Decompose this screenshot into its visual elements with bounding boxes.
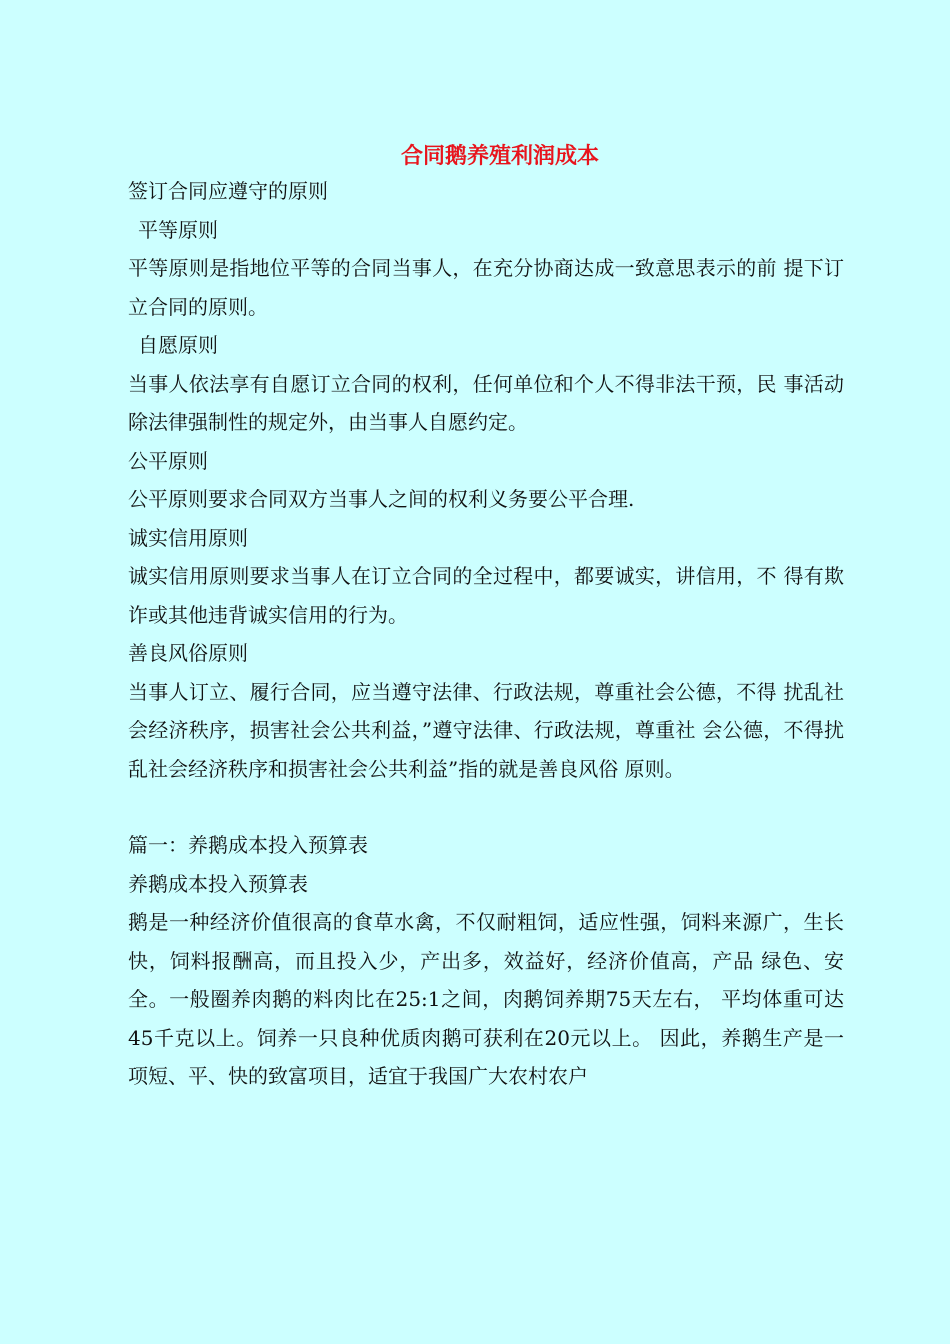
document-title: 合同鹅养殖利润成本 [400,144,599,169]
document-body [128,172,844,1096]
heading-equality-principle: 平等原则 [138,217,218,242]
paragraph-equality-principle: 平等原则是指地位平等的合同当事人，在充分协商达成一致意思表示的前 提下订立合同的原则。 [128,256,844,319]
paragraph-fairness-principle: 公平原则要求合同双方当事人之间的权利义务要公平合理. [128,487,635,511]
heading-fairness-principle: 公平原则 [128,448,208,473]
paragraph-public-order-principle: 当事人订立、履行合同，应当遵守法律、行政法规，尊重社会公德，不得 扰乱社会经济秩序，损害社会公共利益，”遵守法律、行政法规，尊重社 会公德，不得扰乱社会经济秩序和损害社会公共利益”指的就是善良风俗 原则。 [128,679,844,781]
paragraph-good-faith-principle: 诚实信用原则要求当事人在订立合同的全过程中，都要诚实，讲信用，不 得有欺诈或其他违背诚实信用的行为。 [128,564,844,627]
paragraph-goose-farming: 鹅是一种经济价值很高的食草水禽，不仅耐粗饲，适应性强，饲料来源广，生长快，饲料报酬高，而且投入少，产出多，效益好，经济价值高，产品 绿色、安全。一般圈养肉鹅的料肉比在25:1之间，肉鹅饲养期75天左右， 平均体重可达45千克以上。饲养一只良种优质肉鹅可获利在20元以上。 因此，养鹅生产是一项短、平、快的致富项目，适宜于我国广大农村农户 [128,910,844,1088]
section-heading-contract-principles: 签订合同应遵守的原则 [128,179,328,203]
heading-public-order-principle: 善良风俗原则 [128,641,248,665]
paragraph-voluntary-principle: 当事人依法享有自愿订立合同的权利，任何单位和个人不得非法干预，民 事活动除法律强制性的规定外，由当事人自愿约定。 [128,371,844,434]
section-spacer [128,788,844,826]
heading-good-faith-principle: 诚实信用原则 [128,525,248,550]
subheading-budget-table: 养鹅成本投入预算表 [128,871,308,896]
section-heading-part-one: 篇一：养鹅成本投入预算表 [128,833,368,857]
heading-voluntary-principle: 自愿原则 [138,333,218,357]
